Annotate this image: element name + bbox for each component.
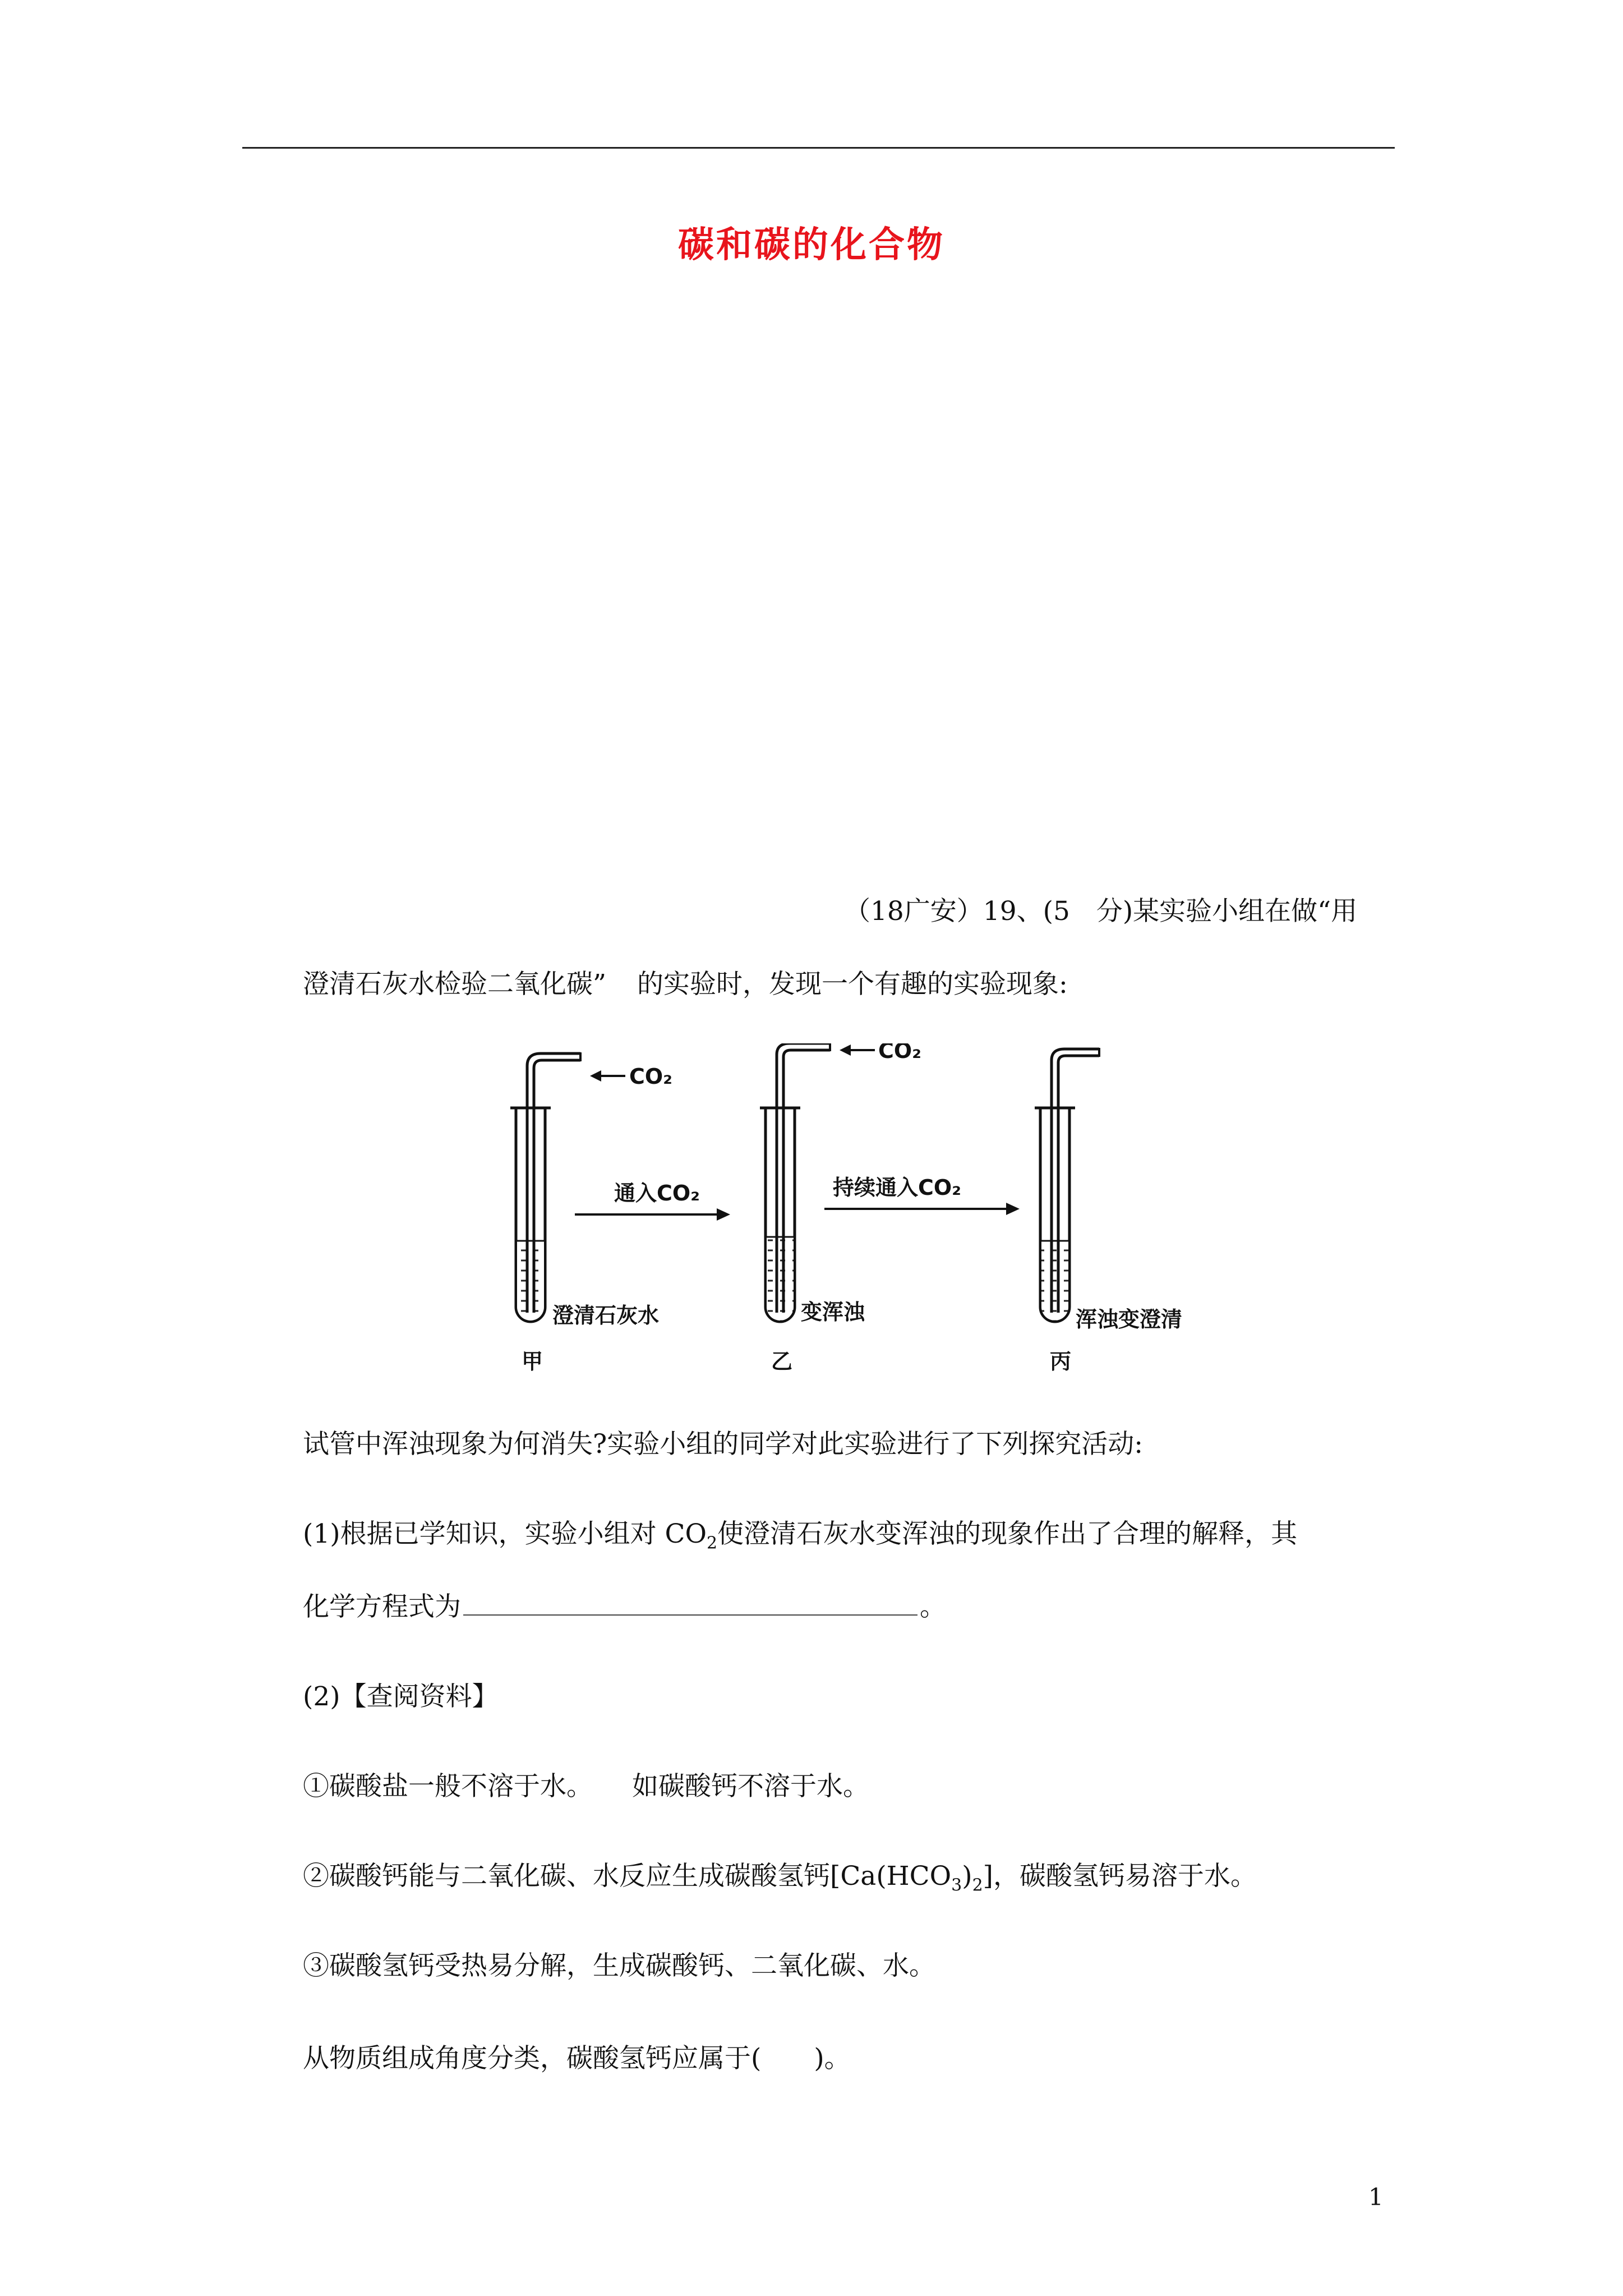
body-paragraph-6-part-c: ]，碳酸氢钙易溶于水。 [983, 1861, 1257, 1892]
body-paragraph-5-part-b: 如碳酸钙不溶于水。 [632, 1771, 869, 1802]
tube-jia-name: 甲 [522, 1349, 543, 1374]
arrow-2-label: 持续通入CO₂ [833, 1175, 961, 1200]
body-paragraph-7: ③碳酸氢钙受热易分解，生成碳酸钙、二氧化碳、水。 [303, 1950, 935, 1981]
question-line-2 [303, 968, 1068, 1001]
body-paragraph-5-part-a: ①碳酸盐一般不溶于水。 [303, 1771, 593, 1802]
body-paragraph-6 [303, 1860, 1257, 1902]
body-paragraph-6-part-b: ) [962, 1861, 972, 1892]
question-line-2-part-a: 澄清石灰水检验二氧化碳” [303, 969, 607, 1000]
co2-arrow-yi [840, 1043, 921, 1063]
body-paragraph-2-part-a: (1)根据已学知识，实验小组对 CO [303, 1519, 707, 1549]
body-paragraph-1: 试管中浑浊现象为何消失?实验小组的同学对此实验进行了下列探究活动: [303, 1429, 1144, 1460]
tube-bing-desc: 浑浊变澄清 [1076, 1307, 1183, 1332]
tube-yi-name: 乙 [771, 1349, 793, 1374]
test-tube-jia [510, 1052, 580, 1322]
body-paragraph-6-part-a: ②碳酸钙能与二氧化碳、水反应生成碳酸氢钙[Ca(HCO [303, 1861, 952, 1892]
body-paragraph-3-part-b: 。 [920, 1591, 946, 1622]
body-paragraph-5 [303, 1770, 869, 1803]
question-line-1: （18广安）19、(5 分)某实验小组在做“用 [844, 896, 1358, 927]
tube-bing-name: 丙 [1050, 1349, 1072, 1374]
header-rule [242, 147, 1395, 149]
answer-blank[interactable] [463, 1592, 917, 1616]
test-tube-yi [760, 1043, 830, 1322]
body-paragraph-2-part-b: 使澄清石灰水变浑浊的现象作出了合理的解释，其 [717, 1519, 1298, 1549]
body-paragraph-4: (2)【查阅资料】 [303, 1681, 499, 1712]
experiment-figure [482, 1043, 1211, 1402]
body-paragraph-3-part-a: 化学方程式为 [303, 1591, 461, 1622]
ca-subscript: 2 [972, 1875, 983, 1895]
tube-yi-desc: 变浑浊 [801, 1300, 865, 1324]
body-paragraph-3 [303, 1590, 946, 1624]
tube-jia-desc: 澄清石灰水 [552, 1303, 660, 1328]
body-paragraph-8: 从物质组成角度分类，碳酸氢钙应属于( )。 [303, 2043, 851, 2074]
question-line-2-part-b: 的实验时，发现一个有趣的实验现象: [637, 969, 1068, 1000]
arrow-1-label: 通入CO₂ [614, 1181, 700, 1205]
process-arrow-1 [575, 1181, 730, 1221]
page-number: 1 [1368, 2183, 1384, 2211]
co2-label-yi: CO₂ [878, 1043, 921, 1063]
test-tube-bing [1035, 1048, 1099, 1322]
hco3-subscript: 3 [951, 1875, 962, 1895]
process-arrow-2 [824, 1175, 1020, 1215]
co2-label-jia: CO₂ [629, 1064, 672, 1089]
co2-subscript: 2 [707, 1533, 718, 1553]
page-title: 碳和碳的化合物 [678, 224, 945, 266]
co2-arrow-jia [590, 1064, 672, 1089]
body-paragraph-2 [303, 1517, 1297, 1560]
